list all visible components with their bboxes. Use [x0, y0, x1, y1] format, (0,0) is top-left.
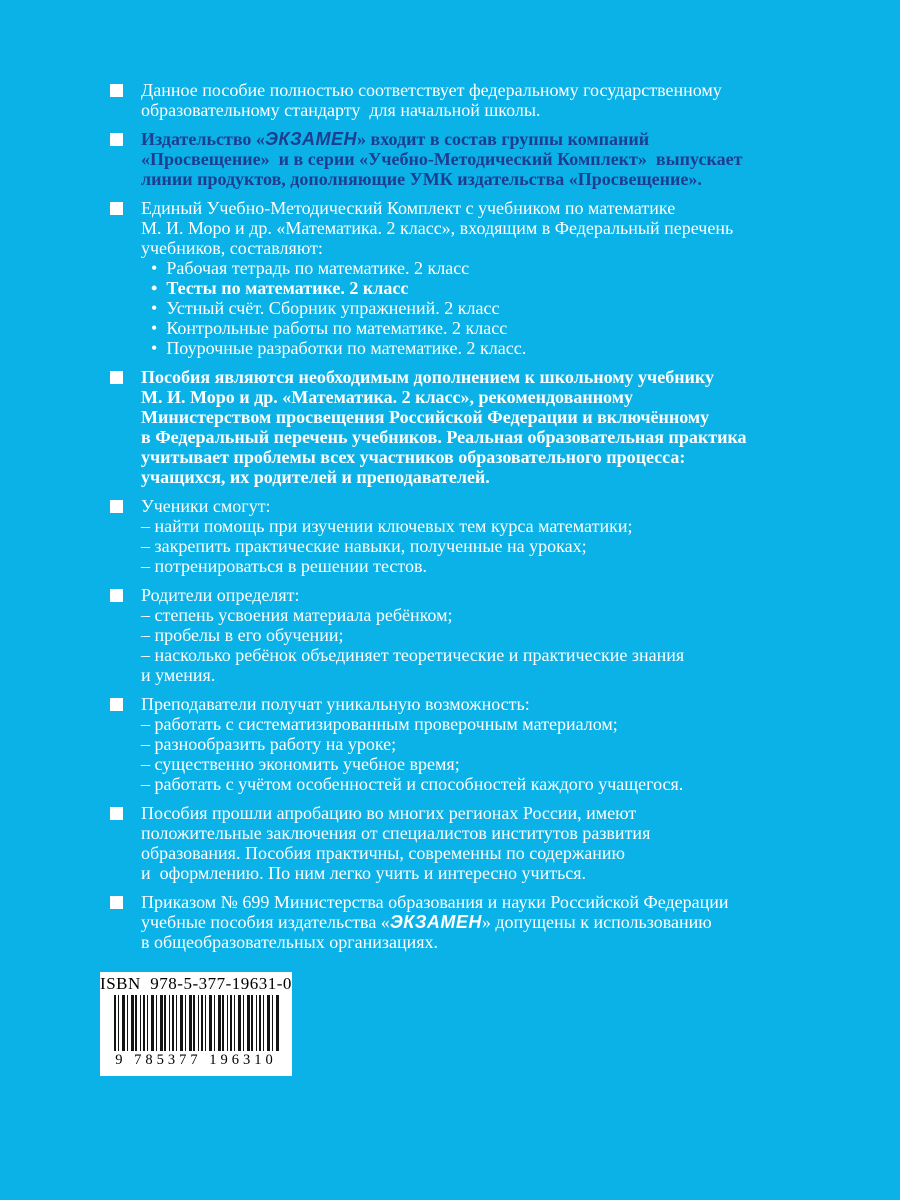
- list-item: [141, 278, 830, 298]
- text-line: учитывает проблемы всех участников образовательного процесса:: [141, 447, 686, 467]
- text-line: – существенно экономить учебное время;: [141, 754, 460, 774]
- dot-bullet-icon: •: [151, 278, 158, 298]
- bullet-section: [110, 198, 830, 358]
- bullet-section: [110, 803, 830, 883]
- bullet-list: [110, 80, 830, 961]
- text-line: Приказом № 699 Министерства образования и науки Российской Федерации: [141, 892, 729, 912]
- barcode: [114, 995, 280, 1051]
- isbn-barcode-block: [100, 972, 292, 1076]
- text-line: М. И. Моро и др. «Математика. 2 класс», входящим в Федеральный перечень: [141, 218, 734, 238]
- list-item-label: Рабочая тетрадь по математике. 2 класс: [166, 258, 470, 278]
- list-item-label: Контрольные работы по математике. 2 класс: [166, 318, 508, 338]
- text-line: – разнообразить работу на уроке;: [141, 734, 397, 754]
- section-text: [141, 496, 830, 576]
- text-line: и умения.: [141, 665, 216, 685]
- bullet-square-icon: [110, 896, 123, 909]
- dot-bullet-icon: •: [151, 298, 158, 318]
- text-line: – работать с учётом особенностей и способностей каждого учащегося.: [141, 774, 684, 794]
- bullet-square-icon: [110, 84, 123, 97]
- bullet-section: [110, 367, 830, 487]
- section-text: [141, 694, 830, 794]
- dot-bullet-icon: •: [151, 338, 158, 358]
- bullet-section: [110, 496, 830, 576]
- text-line: линии продуктов, дополняющие УМК издательства «Просвещение».: [141, 169, 702, 189]
- text-line: – потренироваться в решении тестов.: [141, 556, 428, 576]
- bullet-section: [110, 694, 830, 794]
- bullet-square-icon: [110, 589, 123, 602]
- bullet-section: [110, 129, 830, 189]
- list-item-label: Тесты по математике. 2 класс: [166, 278, 409, 298]
- isbn-label: ISBN 978-5-377-19631-0: [100, 974, 292, 993]
- text-line: учебников, составляют:: [141, 238, 323, 258]
- section-text: [141, 80, 830, 120]
- list-item-label: Поурочные разработки по математике. 2 класс.: [166, 338, 527, 358]
- list-item-label: Устный счёт. Сборник упражнений. 2 класс: [166, 298, 500, 318]
- text-line: образования. Пособия практичны, современны по содержанию: [141, 843, 625, 863]
- bullet-square-icon: [110, 133, 123, 146]
- text-line: – работать с систематизированным проверочным материалом;: [141, 714, 618, 734]
- text-line: образовательному стандарту для начальной школы.: [141, 100, 541, 120]
- bullet-square-icon: [110, 202, 123, 215]
- section-text: [141, 803, 830, 883]
- brand-word: ЭКЗАМЕН: [389, 912, 482, 932]
- dot-bullet-icon: •: [151, 258, 158, 278]
- bullet-section: [110, 80, 830, 120]
- list-item: [141, 338, 830, 358]
- bullet-section: [110, 892, 830, 952]
- text-line: учебные пособия издательства «ЭКЗАМЕН» допущены к использованию: [141, 912, 712, 932]
- text-line: положительные заключения от специалистов институтов развития: [141, 823, 651, 843]
- bullet-square-icon: [110, 807, 123, 820]
- text-line: Единый Учебно-Методический Комплект с учебником по математике: [141, 198, 676, 218]
- section-text: [141, 129, 830, 189]
- text-line: «Просвещение» и в серии «Учебно-Методический Комплект» выпускает: [141, 149, 743, 169]
- text-line: Министерством просвещения Российской Федерации и включённому: [141, 407, 710, 427]
- section-text: [141, 367, 830, 487]
- text-line: – степень усвоения материала ребёнком;: [141, 605, 453, 625]
- text-line: Данное пособие полностью соответствует федеральному государственному: [141, 80, 722, 100]
- section-text: [141, 892, 830, 952]
- list-item: [141, 298, 830, 318]
- text-line: Пособия являются необходимым дополнением к школьному учебнику: [141, 367, 715, 387]
- text-line: Преподаватели получат уникальную возможность:: [141, 694, 530, 714]
- section-text: [141, 198, 830, 358]
- brand-word: ЭКЗАМЕН: [264, 129, 358, 149]
- bullet-section: [110, 585, 830, 685]
- text-line: – найти помощь при изучении ключевых тем курса математики;: [141, 516, 633, 536]
- text-line: – пробелы в его обучении;: [141, 625, 344, 645]
- section-text: [141, 585, 830, 685]
- text-line: Ученики смогут:: [141, 496, 271, 516]
- list-item: [141, 318, 830, 338]
- text-line: в Федеральный перечень учебников. Реальная образовательная практика: [141, 427, 747, 447]
- bullet-square-icon: [110, 698, 123, 711]
- text-line: и оформлению. По ним легко учить и интересно учиться.: [141, 863, 587, 883]
- list-item: [141, 258, 830, 278]
- dot-bullet-icon: •: [151, 318, 158, 338]
- text-line: Издательство «ЭКЗАМЕН» входит в состав группы компаний: [141, 129, 650, 149]
- text-line: М. И. Моро и др. «Математика. 2 класс», рекомендованному: [141, 387, 633, 407]
- text-line: – закрепить практические навыки, полученные на уроках;: [141, 536, 587, 556]
- text-line: – насколько ребёнок объединяет теоретические и практические знания: [141, 645, 685, 665]
- text-line: Пособия прошли апробацию во многих регионах России, имеют: [141, 803, 637, 823]
- text-line: Родители определят:: [141, 585, 300, 605]
- text-line: в общеобразовательных организациях.: [141, 932, 438, 952]
- bullet-square-icon: [110, 371, 123, 384]
- barcode-digits: 9 785377 196310: [115, 1052, 277, 1068]
- text-line: учащихся, их родителей и преподавателей.: [141, 467, 490, 487]
- bullet-square-icon: [110, 500, 123, 513]
